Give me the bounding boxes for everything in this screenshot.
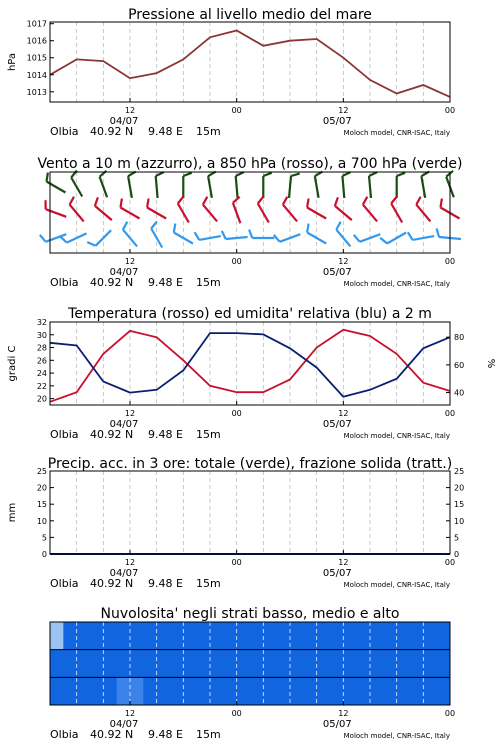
barb-feather [441, 199, 442, 208]
y-tick-label-right: 5 [454, 533, 460, 543]
location-name: Olbia [50, 728, 79, 741]
cloud-cell [330, 622, 344, 650]
location-name: Olbia [50, 577, 79, 590]
x-tick-label: 00 [231, 558, 242, 567]
x-tick-label: 12 [124, 709, 136, 718]
x-date-label: 04/07 [109, 719, 139, 730]
model-credit: Moloch model, CNR-ISAC, Italy [343, 432, 450, 440]
y-tick-label-right: 40 [454, 388, 465, 398]
barb-feather [47, 173, 48, 182]
location-lat: 40.92 N [90, 728, 134, 741]
cloud-cell [397, 650, 411, 678]
cloud-cell [197, 677, 211, 705]
cloud-cell [210, 650, 224, 678]
x-tick-label: 00 [231, 709, 242, 718]
cloud-cell [263, 650, 277, 678]
x-date-label: 04/07 [109, 116, 139, 127]
cloud-cell [410, 650, 424, 678]
cloud-cell [63, 677, 77, 705]
panel-4 [7, 456, 464, 590]
cloud-cell [343, 650, 357, 678]
x-tick-label: 12 [124, 106, 136, 115]
cloud-cell [50, 650, 64, 678]
cloud-cell [263, 677, 277, 705]
location-name: Olbia [50, 276, 79, 289]
x-date-label: 05/07 [322, 719, 352, 730]
cloud-cell [170, 650, 184, 678]
cloud-cell [50, 677, 64, 705]
y-tick-label-right: 0 [454, 550, 460, 559]
y-tick-label: 1014 [26, 70, 47, 80]
y-tick-label: 30 [36, 330, 47, 340]
cloud-cell [437, 622, 451, 650]
y-tick-label: 1017 [26, 19, 47, 29]
cloud-cell [303, 677, 317, 705]
cloud-cell [237, 677, 251, 705]
x-tick-label: 12 [338, 709, 349, 718]
cloud-cell [143, 622, 157, 650]
x-tick-label: 12 [338, 409, 349, 418]
cloud-cell [437, 650, 451, 678]
chart-title: Pressione al livello medio del mare [128, 7, 372, 23]
cloud-cell [357, 650, 371, 678]
cloud-cell [397, 677, 411, 705]
barb-feather [147, 199, 149, 208]
cloud-cell [357, 677, 371, 705]
cloud-cell [423, 622, 437, 650]
cloud-cell [317, 677, 331, 705]
x-date-label: 05/07 [322, 568, 352, 579]
cloud-cell [170, 677, 184, 705]
y-tick-label: 25 [36, 467, 47, 476]
x-date-label: 05/07 [322, 419, 352, 430]
y-tick-label-right: 80 [454, 333, 465, 343]
cloud-cell [117, 677, 131, 705]
cloud-cell [250, 677, 264, 705]
x-tick-label: 00 [444, 409, 456, 418]
cloud-cell [397, 622, 411, 650]
y-tick-label-right: 25 [454, 467, 465, 476]
plot-area [50, 471, 450, 554]
cloud-cell [130, 677, 144, 705]
location-lat: 40.92 N [90, 428, 134, 441]
cloud-cell [383, 650, 397, 678]
barb-feather [121, 199, 122, 208]
cloud-cell [330, 677, 344, 705]
y-tick-label-right: 60 [454, 360, 465, 370]
location-elevation: 15m [196, 728, 221, 741]
x-tick-label: 00 [444, 257, 456, 266]
x-date-label: 05/07 [322, 116, 352, 127]
barb-feather [307, 199, 309, 208]
chart-title: Vento a 10 m (azzurro), a 850 hPa (rosso), a 700 hPa (verde) [37, 156, 463, 172]
x-tick-label: 00 [444, 106, 456, 115]
cloud-cell [370, 622, 384, 650]
x-tick-label: 12 [124, 558, 136, 567]
cloud-cell [370, 677, 384, 705]
cloud-cell [423, 650, 437, 678]
x-tick-label: 00 [444, 558, 456, 567]
cloud-cell [143, 650, 157, 678]
cloud-cell [303, 650, 317, 678]
location-name: Olbia [50, 125, 79, 138]
y-axis-label-right: % [485, 358, 496, 369]
cloud-cell [157, 622, 171, 650]
y-tick-label: 5 [41, 533, 47, 543]
location-elevation: 15m [196, 577, 221, 590]
cloud-cell [303, 622, 317, 650]
y-tick-label: 15 [36, 500, 47, 510]
cloud-cell [90, 677, 104, 705]
cloud-cell [383, 622, 397, 650]
y-tick-label: 10 [36, 516, 47, 526]
y-tick-label: 1016 [26, 36, 47, 46]
model-credit: Moloch model, CNR-ISAC, Italy [343, 581, 450, 589]
cloud-cell [103, 677, 117, 705]
location-lon: 9.48 E [148, 428, 183, 441]
cloud-cell [183, 677, 197, 705]
y-axis-label: gradi C [7, 345, 18, 382]
cloud-cell [277, 650, 291, 678]
panel-3 [7, 306, 496, 441]
location-elevation: 15m [196, 428, 221, 441]
y-tick-label: 20 [36, 394, 47, 404]
cloud-cell [77, 677, 91, 705]
y-tick-label: 32 [36, 318, 47, 327]
y-tick-label: 0 [41, 550, 47, 559]
cloud-cell [290, 650, 304, 678]
cloud-cell [90, 622, 104, 650]
cloud-cell [423, 677, 437, 705]
cloud-cell [197, 622, 211, 650]
location-elevation: 15m [196, 276, 221, 289]
cloud-cell [250, 650, 264, 678]
location-name: Olbia [50, 428, 79, 441]
location-lat: 40.92 N [90, 276, 134, 289]
cloud-cell [77, 622, 91, 650]
cloud-cell [170, 622, 184, 650]
x-tick-label: 00 [231, 106, 242, 115]
x-tick-label: 12 [124, 409, 136, 418]
cloud-cell [343, 677, 357, 705]
y-tick-label-right: 20 [454, 483, 465, 493]
y-tick-label: 20 [36, 483, 47, 493]
cloud-cell [130, 622, 144, 650]
cloud-cell [103, 622, 117, 650]
y-axis-label: hPa [7, 52, 18, 72]
cloud-cell [317, 650, 331, 678]
chart-title: Temperatura (rosso) ed umidita' relativa (blu) a 2 m [68, 306, 432, 322]
location-lat: 40.92 N [90, 577, 134, 590]
x-tick-label: 12 [338, 257, 349, 266]
panel-5 [50, 606, 455, 741]
location-lon: 9.48 E [148, 125, 183, 138]
barb-feather [174, 224, 176, 233]
cloud-cell [250, 622, 264, 650]
cloud-cell [370, 650, 384, 678]
location-lon: 9.48 E [148, 577, 183, 590]
cloud-cell [197, 650, 211, 678]
model-credit: Moloch model, CNR-ISAC, Italy [343, 129, 450, 137]
x-tick-label: 00 [231, 409, 242, 418]
x-tick-label: 12 [338, 106, 349, 115]
cloud-cell [290, 622, 304, 650]
location-lon: 9.48 E [148, 276, 183, 289]
cloud-cell [117, 650, 131, 678]
y-tick-label: 28 [36, 343, 47, 353]
cloud-cell [437, 677, 451, 705]
x-tick-label: 12 [124, 257, 136, 266]
y-tick-label: 1013 [26, 87, 47, 97]
cloud-cell [117, 622, 131, 650]
cloud-cell [277, 677, 291, 705]
location-elevation: 15m [196, 125, 221, 138]
cloud-cell [317, 622, 331, 650]
cloud-cell [237, 650, 251, 678]
cloud-cell [343, 622, 357, 650]
cloud-cell [130, 650, 144, 678]
cloud-cell [330, 650, 344, 678]
y-tick-label-right: 15 [454, 500, 465, 510]
x-date-label: 04/07 [109, 419, 139, 430]
x-tick-label: 00 [444, 709, 456, 718]
location-lon: 9.48 E [148, 728, 183, 741]
y-axis-label: mm [7, 502, 18, 523]
cloud-cell [183, 622, 197, 650]
x-date-label: 04/07 [109, 267, 139, 278]
chart-title: Nuvolosita' negli strati basso, medio e alto [100, 606, 400, 622]
cloud-cell [63, 622, 77, 650]
cloud-cell [90, 650, 104, 678]
cloud-cell [383, 677, 397, 705]
cloud-cell [357, 622, 371, 650]
cloud-cell [223, 622, 237, 650]
cloud-cell [50, 622, 64, 650]
model-credit: Moloch model, CNR-ISAC, Italy [343, 280, 450, 288]
cloud-cell [263, 622, 277, 650]
cloud-cell [277, 622, 291, 650]
y-tick-label-right: 10 [454, 516, 465, 526]
location-lat: 40.92 N [90, 125, 134, 138]
cloud-cell [143, 677, 157, 705]
panel-2 [37, 156, 462, 289]
cloud-cell [77, 650, 91, 678]
cloud-cell [103, 650, 117, 678]
model-credit: Moloch model, CNR-ISAC, Italy [343, 732, 450, 740]
barb-feather [307, 224, 309, 233]
cloud-cell [63, 650, 77, 678]
x-date-label: 04/07 [109, 568, 139, 579]
cloud-cell [157, 677, 171, 705]
cloud-cell [183, 650, 197, 678]
cloud-cell [410, 677, 424, 705]
panel-1 [7, 7, 455, 138]
chart-title: Precip. acc. in 3 ore: totale (verde), frazione solida (tratt.) [47, 456, 453, 472]
cloud-cell [410, 622, 424, 650]
x-tick-label: 00 [231, 257, 242, 266]
cloud-cell [210, 622, 224, 650]
x-date-label: 05/07 [322, 267, 352, 278]
cloud-cell [223, 650, 237, 678]
y-tick-label: 24 [36, 369, 47, 379]
cloud-cell [237, 622, 251, 650]
y-tick-label: 22 [36, 381, 47, 391]
y-tick-label: 26 [36, 356, 47, 366]
barb-feather [40, 235, 46, 242]
cloud-cell [210, 677, 224, 705]
cloud-cell [290, 677, 304, 705]
y-tick-label: 1015 [26, 53, 47, 63]
cloud-cell [223, 677, 237, 705]
cloud-cell [157, 650, 171, 678]
x-tick-label: 12 [338, 558, 349, 567]
